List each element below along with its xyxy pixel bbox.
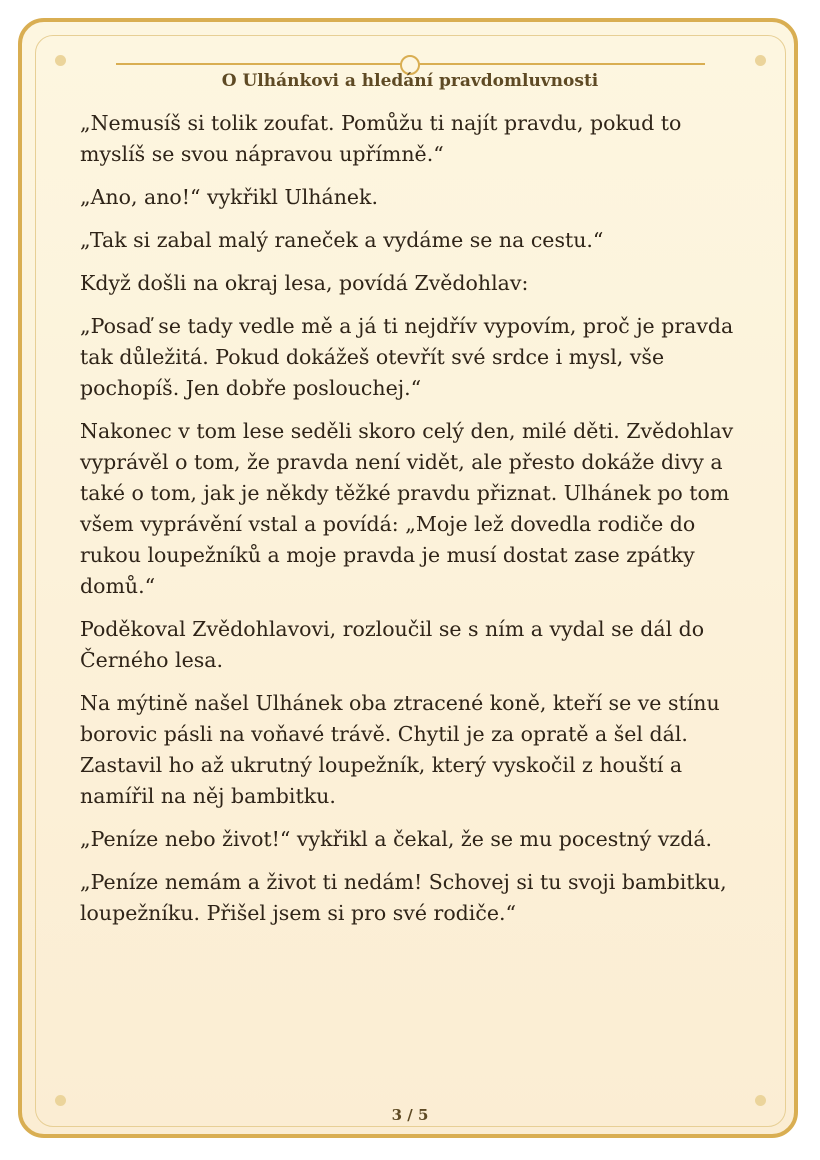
paragraph: „Tak si zabal malý raneček a vydáme se na cestu.“ — [80, 228, 604, 252]
paragraph: „Posaď se tady vedle mě a já ti nejdřív vypovím, proč je pravda tak důležitá. Pokud dokážeš otevřít své srdce i mysl, vše pochopíš. Jen dobře poslouchej.“ — [80, 314, 734, 400]
paragraph: Na mýtině našel Ulhánek oba ztracené koně, kteří se ve stínu borovic pásli na voňavé trávě. Chytil je za opratě a šel dál. Zastavil ho až ukrutný loupežník, který vyskočil z houští a namířil na něj bambitku. — [80, 691, 720, 808]
paragraph: Nakonec v tom lese seděli skoro celý den, milé děti. Zvědohlav vyprávěl o tom, že pravda není vidět, ale přesto dokáže divy a také o tom, jak je někdy těžké pravdu přiznat. Ulhánek po tom všem vyprávění vstal a povídá: „Moje lež dovedla rodiče do rukou loupežníků a moje pravda je musí dostat zase zpátky domů.“ — [80, 419, 734, 598]
chapter-title: O Ulhánkovi a hledání pravdomluvnosti — [221, 71, 599, 91]
story-text — [80, 108, 745, 941]
paragraph: Poděkoval Zvědohlavovi, rozloučil se s ním a vydal se dál do Černého lesa. — [80, 617, 705, 672]
paragraph: „Ano, ano!“ vykřikl Ulhánek. — [80, 185, 378, 209]
paragraph: „Peníze nebo život!“ vykřikl a čekal, že se mu pocestný vzdá. — [80, 827, 713, 851]
corner-ornament-dot — [55, 55, 66, 66]
paragraph: „Nemusíš si tolik zoufat. Pomůžu ti najít pravdu, pokud to myslíš se svou nápravou upřímně.“ — [80, 111, 682, 166]
paragraph: Když došli na okraj lesa, povídá Zvědohlav: — [80, 271, 529, 295]
corner-ornament-dot — [755, 55, 766, 66]
paragraph: „Peníze nemám a život ti nedám! Schovej si tu svoji bambitku, loupežníku. Přišel jsem si pro své rodiče.“ — [80, 870, 727, 925]
page-number: 3 / 5 — [391, 1106, 429, 1124]
